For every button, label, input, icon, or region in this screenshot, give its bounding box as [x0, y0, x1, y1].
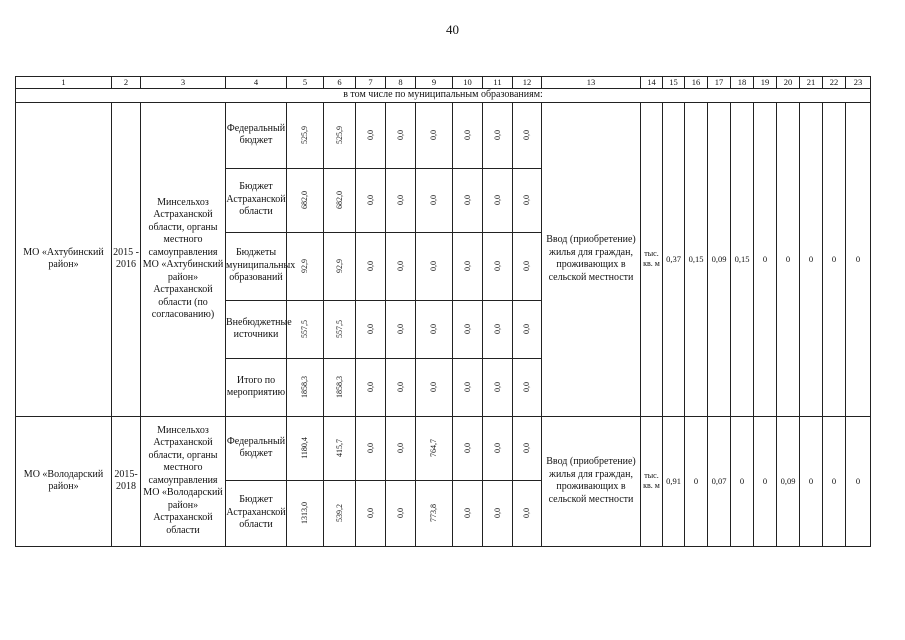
- amount-value: 525,9: [300, 125, 309, 144]
- amount-value: 539,2: [334, 503, 344, 522]
- amount-value: 0,0: [522, 442, 531, 453]
- amount-cell: [287, 300, 324, 358]
- amount-cell: [483, 358, 513, 416]
- amount-cell: [483, 480, 513, 546]
- amount-cell: [287, 358, 324, 416]
- amount-cell: [513, 416, 542, 480]
- column-number: 23: [846, 77, 871, 89]
- amount-cell: [416, 300, 453, 358]
- amount-cell: [386, 480, 416, 546]
- amount-value: 0,0: [522, 260, 531, 271]
- column-number: 4: [226, 77, 287, 89]
- amount-value: 0,0: [395, 442, 405, 453]
- amount-value: 0,0: [365, 129, 375, 140]
- indicator-value-cell: 0,09: [708, 102, 731, 416]
- amount-value: 0,0: [462, 260, 472, 271]
- column-number: 12: [513, 77, 542, 89]
- funding-source-cell: Бюджет Астраханской области: [226, 168, 287, 232]
- funding-source-cell: Бюджет Астраханской области: [226, 480, 287, 546]
- indicator-value-cell: 0: [754, 102, 777, 416]
- amount-cell: [416, 480, 453, 546]
- unit-cell: тыс. кв. м: [641, 416, 663, 546]
- unit-cell: тыс. кв. м: [641, 102, 663, 416]
- column-number: 5: [287, 77, 324, 89]
- indicator-value-cell: 0: [731, 416, 754, 546]
- amount-value: 0,0: [492, 507, 502, 518]
- executor-cell: Минсельхоз Астраханской области, органы местного самоуправления МО «Ахтубинский район» Астраханской области (по согласованию): [141, 102, 226, 416]
- table-row: [16, 102, 871, 168]
- indicator-value-cell: 0: [800, 416, 823, 546]
- column-number: 18: [731, 77, 754, 89]
- column-number: 19: [754, 77, 777, 89]
- amount-value: 0,0: [492, 194, 502, 205]
- amount-value: 682,0: [300, 190, 309, 209]
- amount-value: 0,0: [522, 129, 531, 140]
- amount-value: 0,0: [429, 194, 438, 205]
- amount-value: 1858,3: [334, 375, 344, 398]
- indicator-value-cell: 0: [823, 416, 846, 546]
- amount-value: 0,0: [395, 507, 405, 518]
- amount-value: 0,0: [395, 129, 405, 140]
- amount-value: 415,7: [334, 438, 344, 457]
- column-number: 8: [386, 77, 416, 89]
- amount-value: 0,0: [365, 194, 375, 205]
- amount-value: 92,9: [300, 258, 309, 273]
- amount-value: 557,5: [300, 319, 309, 338]
- amount-cell: [287, 416, 324, 480]
- funding-source-cell: Внебюджетные источники: [226, 300, 287, 358]
- indicator-value-cell: 0: [685, 416, 708, 546]
- amount-cell: [287, 102, 324, 168]
- period-cell: 2015 - 2016: [112, 102, 141, 416]
- amount-value: 0,0: [462, 323, 472, 334]
- column-number: 15: [663, 77, 685, 89]
- indicator-value-cell: 0: [846, 416, 871, 546]
- amount-cell: [483, 416, 513, 480]
- amount-value: 0,0: [462, 129, 472, 140]
- amount-cell: [513, 480, 542, 546]
- amount-cell: [324, 358, 356, 416]
- column-number: 10: [453, 77, 483, 89]
- column-number: 7: [356, 77, 386, 89]
- amount-cell: [324, 300, 356, 358]
- indicator-value-cell: 0,09: [777, 416, 800, 546]
- amount-cell: [483, 168, 513, 232]
- column-number: 17: [708, 77, 731, 89]
- amount-value: 525,9: [334, 125, 344, 144]
- budget-table: [15, 76, 871, 547]
- amount-cell: [416, 416, 453, 480]
- amount-cell: [324, 232, 356, 300]
- amount-cell: [513, 300, 542, 358]
- column-number: 11: [483, 77, 513, 89]
- amount-value: 0,0: [522, 507, 531, 518]
- amount-value: 682,0: [334, 190, 344, 209]
- municipality-cell: МО «Володарский район»: [16, 416, 112, 546]
- column-number: 21: [800, 77, 823, 89]
- amount-value: 0,0: [395, 381, 405, 392]
- column-number: 3: [141, 77, 226, 89]
- column-number: 1: [16, 77, 112, 89]
- amount-value: 0,0: [492, 381, 502, 392]
- amount-cell: [453, 168, 483, 232]
- amount-cell: [453, 358, 483, 416]
- amount-value: 0,0: [365, 381, 375, 392]
- column-number: 22: [823, 77, 846, 89]
- indicator-value-cell: 0,91: [663, 416, 685, 546]
- target-indicator-cell: Ввод (приобретение) жилья для граждан, проживающих в сельской местности: [542, 102, 641, 416]
- funding-source-cell: Бюджеты муниципальных образований: [226, 232, 287, 300]
- amount-value: 0,0: [429, 323, 438, 334]
- amount-cell: [386, 168, 416, 232]
- amount-value: 0,0: [462, 507, 472, 518]
- amount-cell: [453, 300, 483, 358]
- amount-value: 0,0: [395, 323, 405, 334]
- amount-cell: [416, 358, 453, 416]
- subheader-text: в том числе по муниципальным образованиям:: [16, 89, 871, 103]
- amount-value: 0,0: [365, 323, 375, 334]
- amount-cell: [416, 168, 453, 232]
- amount-cell: [483, 232, 513, 300]
- amount-cell: [483, 300, 513, 358]
- amount-cell: [287, 480, 324, 546]
- indicator-value-cell: 0: [800, 102, 823, 416]
- funding-source-cell: Федеральный бюджет: [226, 416, 287, 480]
- amount-cell: [356, 416, 386, 480]
- column-number: 14: [641, 77, 663, 89]
- amount-cell: [513, 102, 542, 168]
- amount-value: 1858,3: [300, 375, 309, 398]
- amount-value: 0,0: [462, 194, 472, 205]
- indicator-value-cell: 0,15: [685, 102, 708, 416]
- amount-value: 0,0: [365, 260, 375, 271]
- amount-cell: [287, 168, 324, 232]
- amount-cell: [453, 416, 483, 480]
- amount-cell: [356, 480, 386, 546]
- indicator-value-cell: 0: [777, 102, 800, 416]
- indicator-value-cell: 0,37: [663, 102, 685, 416]
- target-indicator-cell: Ввод (приобретение) жилья для граждан, проживающих в сельской местности: [542, 416, 641, 546]
- amount-cell: [324, 168, 356, 232]
- amount-cell: [356, 232, 386, 300]
- table-row: [16, 416, 871, 480]
- amount-cell: [324, 480, 356, 546]
- amount-cell: [356, 358, 386, 416]
- funding-source-cell: Федеральный бюджет: [226, 102, 287, 168]
- amount-cell: [324, 416, 356, 480]
- amount-value: 0,0: [522, 194, 531, 205]
- amount-value: 0,0: [522, 381, 531, 392]
- column-number: 13: [542, 77, 641, 89]
- amount-cell: [453, 102, 483, 168]
- indicator-value-cell: 0,07: [708, 416, 731, 546]
- amount-value: 0,0: [395, 260, 405, 271]
- amount-cell: [356, 300, 386, 358]
- column-number: 16: [685, 77, 708, 89]
- amount-cell: [513, 232, 542, 300]
- amount-value: 764,7: [429, 438, 438, 457]
- indicator-value-cell: 0,15: [731, 102, 754, 416]
- column-number: 2: [112, 77, 141, 89]
- amount-value: 0,0: [365, 507, 375, 518]
- amount-cell: [356, 102, 386, 168]
- amount-value: 0,0: [492, 323, 502, 334]
- amount-cell: [386, 232, 416, 300]
- amount-value: 0,0: [492, 442, 502, 453]
- amount-cell: [513, 168, 542, 232]
- column-number: 9: [416, 77, 453, 89]
- amount-cell: [386, 416, 416, 480]
- amount-value: 0,0: [492, 129, 502, 140]
- amount-value: 0,0: [462, 442, 472, 453]
- amount-value: 0,0: [395, 194, 405, 205]
- amount-cell: [386, 102, 416, 168]
- municipality-cell: МО «Ахтубинский район»: [16, 102, 112, 416]
- indicator-value-cell: 0: [823, 102, 846, 416]
- amount-cell: [386, 300, 416, 358]
- amount-cell: [324, 102, 356, 168]
- column-number: 20: [777, 77, 800, 89]
- amount-cell: [453, 480, 483, 546]
- amount-value: 0,0: [492, 260, 502, 271]
- column-number: 6: [324, 77, 356, 89]
- column-number-row: [16, 77, 871, 89]
- amount-value: 557,5: [334, 319, 344, 338]
- amount-cell: [483, 102, 513, 168]
- amount-cell: [416, 232, 453, 300]
- amount-value: 1313,0: [300, 501, 309, 524]
- funding-source-cell: Итого по мероприятию: [226, 358, 287, 416]
- amount-value: 0,0: [429, 260, 438, 271]
- amount-cell: [513, 358, 542, 416]
- amount-value: 92,9: [334, 258, 344, 273]
- amount-value: 0,0: [429, 129, 438, 140]
- period-cell: 2015-2018: [112, 416, 141, 546]
- amount-cell: [356, 168, 386, 232]
- amount-value: 0,0: [522, 323, 531, 334]
- amount-cell: [416, 102, 453, 168]
- indicator-value-cell: 0: [846, 102, 871, 416]
- amount-cell: [386, 358, 416, 416]
- indicator-value-cell: 0: [754, 416, 777, 546]
- executor-cell: Минсельхоз Астраханской области, органы местного самоуправления МО «Володарский район» Астраханской области: [141, 416, 226, 546]
- amount-value: 1180,4: [299, 436, 309, 459]
- amount-value: 0,0: [429, 381, 438, 392]
- amount-cell: [453, 232, 483, 300]
- amount-value: 0,0: [365, 442, 375, 453]
- amount-value: 773,8: [429, 503, 438, 522]
- page-number: 40: [446, 22, 459, 37]
- amount-value: 0,0: [462, 381, 472, 392]
